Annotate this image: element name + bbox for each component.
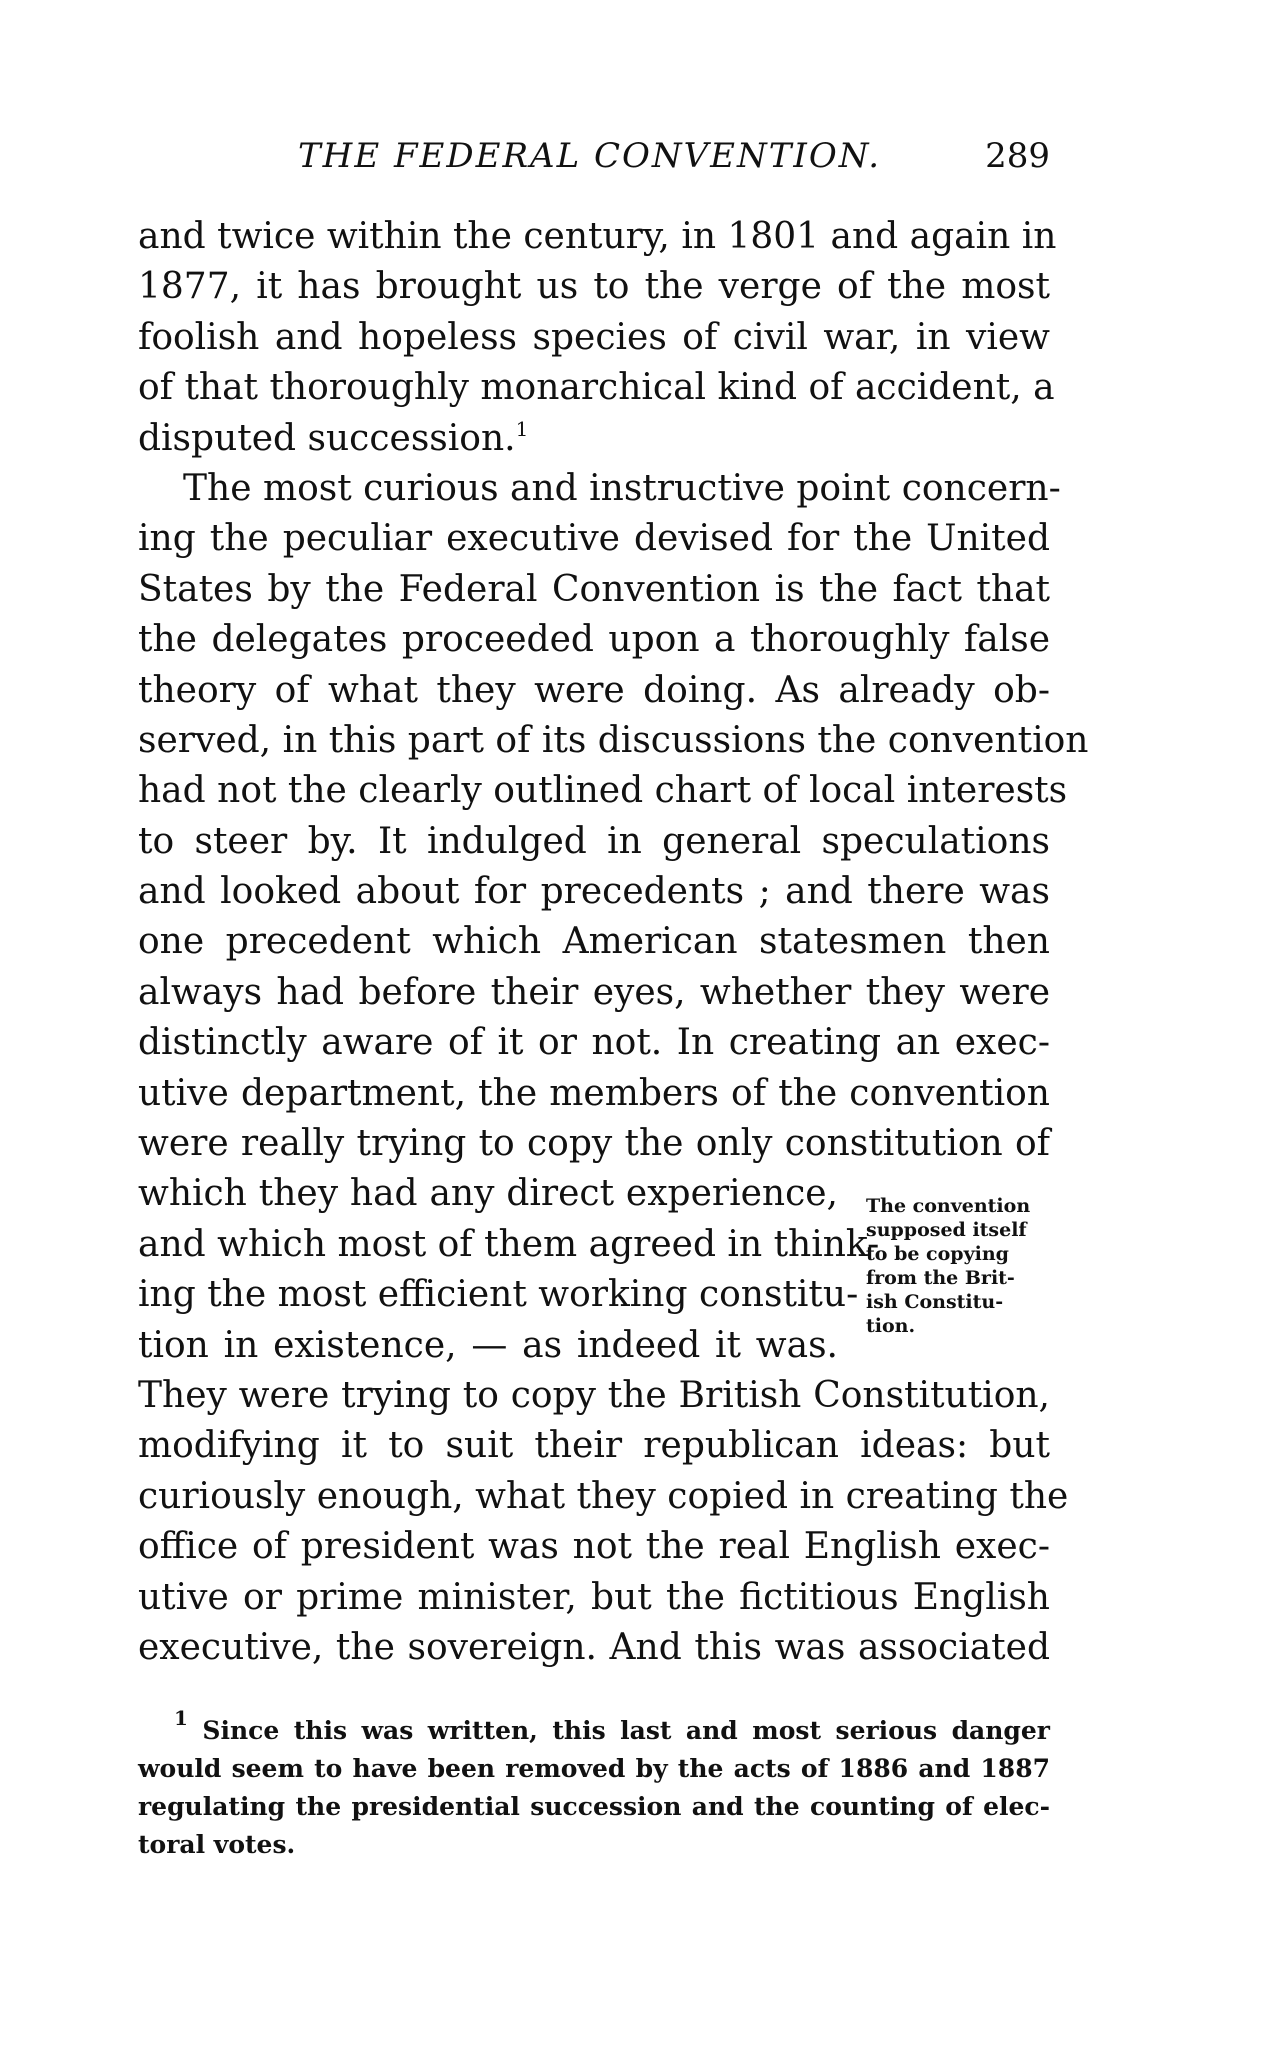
footnote-line: regulating the presidential succession and the counting of elec-	[138, 1792, 1050, 1821]
margin-note-line: The convention	[866, 1195, 1031, 1217]
text-line: the delegates proceeded upon a thoroughly false	[138, 619, 1050, 661]
text-line: modifying it to suit their republican ideas: but	[138, 1425, 1050, 1467]
margin-note-line: to be copying	[866, 1243, 1009, 1265]
text-line: and which most of them agreed in think-	[138, 1223, 880, 1265]
text-line: and twice within the century, in 1801 and again in	[138, 216, 1057, 257]
text-line: ing the most efficient working constitu-	[138, 1274, 859, 1316]
text-line: theory of what they were doing. As already ob-	[138, 669, 1050, 711]
text-line: distinctly aware of it or not. In creating an exec-	[138, 1022, 1050, 1064]
body-text	[138, 212, 1089, 1673]
text-line: 1877, it has brought us to the verge of the most	[138, 266, 1050, 308]
margin-note-line: from the Brit-	[866, 1267, 1015, 1289]
text-line: They were trying to copy the British Constitution,	[138, 1374, 1050, 1416]
text-line: served, in this part of its discussions the convention	[138, 719, 1089, 761]
text-line	[138, 414, 1050, 464]
margin-note-line: ish Constitu-	[866, 1291, 1004, 1313]
text-line: always had before their eyes, whether they were	[138, 971, 1050, 1013]
text-line: one precedent which American statesmen then	[138, 921, 1050, 963]
margin-note-line: tion.	[866, 1315, 916, 1337]
footnote-marker: 1	[174, 1706, 188, 1730]
text-line: executive, the sovereign. And this was associated	[138, 1626, 1050, 1668]
text-line: utive department, the members of the convention	[138, 1072, 1050, 1114]
text-line: ing the peculiar executive devised for the United	[138, 518, 1050, 560]
footnote-reference: 1	[515, 416, 529, 441]
text-span: disputed succession.	[138, 417, 516, 459]
text-line: foolish and hopeless species of civil war, in view	[138, 316, 1050, 358]
text-line: to steer by. It indulged in general speculations	[138, 820, 1050, 862]
running-title: THE FEDERAL CONVENTION.	[298, 136, 882, 176]
footnote-line: would seem to have been removed by the acts of 1886 and 1887	[138, 1754, 1050, 1783]
margin-note	[866, 1194, 1066, 1338]
text-line: States by the Federal Convention is the fact that	[138, 568, 1050, 610]
text-line: which they had any direct experience,	[138, 1173, 838, 1215]
text-line: curiously enough, what they copied in creating the	[138, 1475, 1069, 1517]
text-line: tion in existence, — as indeed it was.	[138, 1324, 838, 1366]
footnote-line: toral votes.	[138, 1830, 296, 1859]
text-line: of that thoroughly monarchical kind of accident, a	[138, 367, 1055, 409]
page-number: 289	[985, 136, 1050, 176]
footnote-line	[138, 1706, 1050, 1750]
footnote	[138, 1706, 1050, 1864]
footnote-text: Since this was written, this last and most serious danger	[202, 1716, 1050, 1745]
text-line: office of president was not the real English exec-	[138, 1526, 1050, 1568]
text-line: had not the clearly outlined chart of local interests	[138, 770, 1068, 812]
text-line: utive or prime minister, but the fictitious English	[138, 1576, 1050, 1618]
running-header	[138, 136, 1050, 186]
text-line: were really trying to copy the only constitution of	[138, 1123, 1050, 1165]
text-line: and looked about for precedents ; and there was	[138, 871, 1050, 913]
margin-note-line: supposed itself	[866, 1219, 1027, 1241]
text-line: The most curious and instructive point concern-	[183, 467, 1061, 509]
